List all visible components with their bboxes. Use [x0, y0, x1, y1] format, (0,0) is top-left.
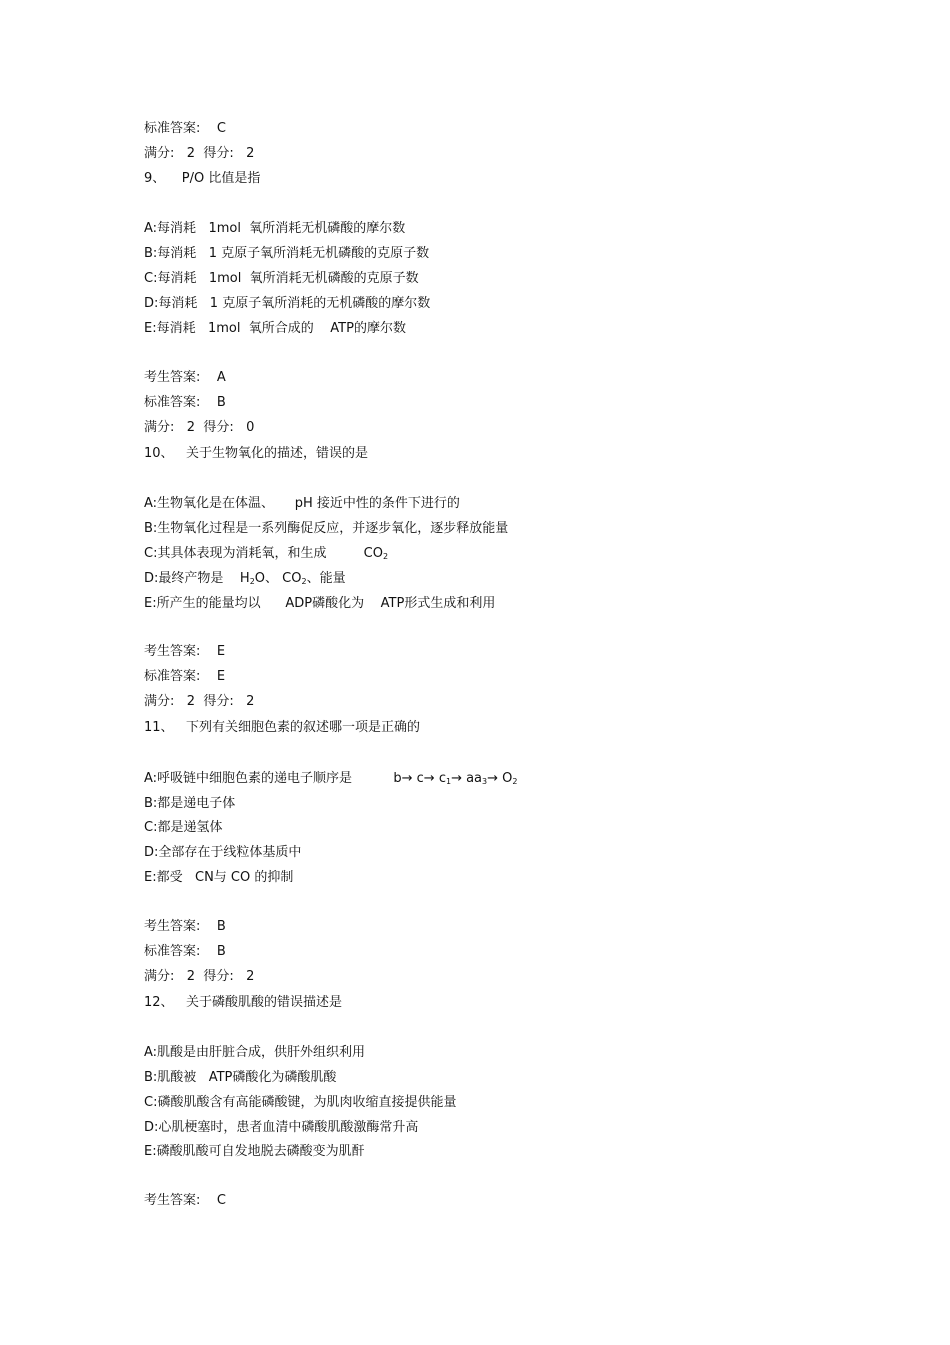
option-10-e: E:所产生的能量均以 ADP磷酸化为 ATP形式生成和利用: [144, 596, 496, 611]
question-9: 9、 P/O 比值是指: [144, 171, 261, 186]
option-11-d: D:全部存在于线粒体基质中: [144, 845, 302, 860]
standard-answer-11: 标准答案: B: [144, 944, 226, 959]
option-12-e: E:磷酸肌酸可自发地脱去磷酸变为肌酐: [144, 1144, 365, 1159]
student-answer-9: 考生答案: A: [144, 370, 226, 385]
option-11-c: C:都是递氢体: [144, 820, 223, 835]
option-10-c: C:其具体表现为消耗氧，和生成 $CO_2$: [144, 546, 389, 561]
option-10-a: A:生物氧化是在体温、 pH 接近中性的条件下进行的: [144, 496, 460, 511]
option-12-d: D:心肌梗塞时，患者血清中磷酸肌酸激酶常升高: [144, 1120, 419, 1135]
question-10: 10、 关于生物氧化的描述，错误的是: [144, 446, 368, 461]
standard-answer-9: 标准答案: B: [144, 395, 226, 410]
score-line-9: 满分: 2 得分: 0: [144, 420, 255, 435]
student-answer-12: 考生答案: C: [144, 1193, 226, 1208]
option-9-b: B:每消耗 1 克原子氧所消耗无机磷酸的克原子数: [144, 246, 430, 261]
standard-answer-8: 标准答案: C: [144, 121, 226, 136]
question-12: 12、 关于磷酸肌酸的错误描述是: [144, 995, 342, 1010]
option-11-a: A:呼吸链中细胞色素的递电子顺序是 $b\to c\to c_1\to aa_3\to O_2$: [144, 771, 518, 786]
option-12-a: A:肌酸是由肝脏合成，供肝外组织利用: [144, 1045, 366, 1060]
option-9-a: A:每消耗 1mol 氧所消耗无机磷酸的摩尔数: [144, 221, 406, 236]
option-9-c: C:每消耗 1mol 氧所消耗无机磷酸的克原子数: [144, 271, 419, 286]
student-answer-10: 考生答案: E: [144, 644, 226, 659]
option-12-b: B:肌酸被 ATP磷酸化为磷酸肌酸: [144, 1070, 337, 1085]
option-10-d: D:最终产物是 $H_2O$、 $CO_2$、能量: [144, 571, 346, 586]
option-12-c: C:磷酸肌酸含有高能磷酸键，为肌肉收缩直接提供能量: [144, 1095, 457, 1110]
option-11-b: B:都是递电子体: [144, 796, 236, 811]
standard-answer-10: 标准答案: E: [144, 669, 226, 684]
student-answer-11: 考生答案: B: [144, 919, 226, 934]
score-line-8: 满分: 2 得分: 2: [144, 146, 255, 161]
option-10-b: B:生物氧化过程是一系列酶促反应，并逐步氧化，逐步释放能量: [144, 521, 509, 536]
option-11-e: E:都受 CN与 CO 的抑制: [144, 870, 294, 885]
score-line-10: 满分: 2 得分: 2: [144, 694, 255, 709]
question-11: 11、 下列有关细胞色素的叙述哪一项是正确的: [144, 720, 420, 735]
option-9-e: E:每消耗 1mol 氧所合成的 ATP的摩尔数: [144, 321, 406, 336]
score-line-11: 满分: 2 得分: 2: [144, 969, 255, 984]
option-9-d: D:每消耗 1 克原子氧所消耗的无机磷酸的摩尔数: [144, 296, 431, 311]
